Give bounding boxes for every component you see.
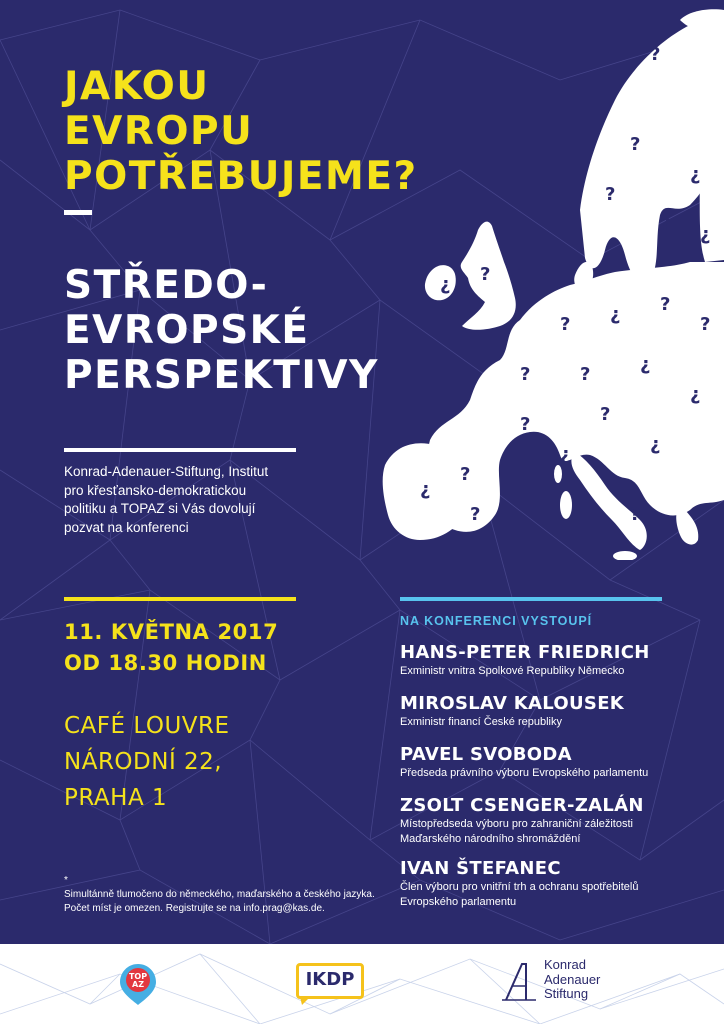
speaker-name: IVAN ŠTEFANEC: [400, 858, 561, 879]
speaker-role: Předseda právního výboru Evropského parlamentu: [400, 767, 649, 779]
svg-text:¿: ¿: [640, 354, 651, 375]
title-line: JAKOU: [64, 64, 210, 109]
svg-text:?: ?: [560, 314, 571, 335]
speaker-role: Místopředseda výboru pro zahraniční záležitosti: [400, 818, 633, 830]
subtitle-line: EVROPSKÉ: [64, 308, 310, 353]
svg-text:?: ?: [520, 364, 531, 385]
svg-text:?: ?: [480, 264, 491, 285]
speaker-item: [400, 858, 700, 909]
topaz-logo-text: TOP: [128, 972, 148, 981]
svg-text:¿: ¿: [440, 274, 451, 295]
speaker-role: Evropského parlamentu: [400, 896, 517, 908]
subtitle-line: STŘEDO-: [64, 263, 269, 308]
intro-line: pro křesťansko-demokratickou: [64, 482, 247, 498]
intro-line: politiku a TOPAZ si Vás dovolují: [64, 501, 256, 516]
kdp-logo[interactable]: [296, 963, 364, 999]
speaker-role: Maďarského národního shromáždění: [400, 833, 581, 845]
intro-line: pozvat na konferenci: [64, 519, 189, 535]
subtitle-line: PERSPEKTIVY: [64, 353, 379, 398]
title-line: EVROPU: [64, 109, 254, 154]
svg-text:?: ?: [470, 504, 481, 525]
venue-line: CAFÉ LOUVRE: [64, 713, 230, 739]
footnote-asterisk: *: [64, 875, 68, 886]
kas-monogram-logo-icon[interactable]: [500, 958, 538, 1004]
svg-text:¿: ¿: [560, 444, 571, 465]
speaker-item: [400, 693, 700, 729]
svg-text:?: ?: [700, 314, 711, 335]
svg-text:?: ?: [580, 364, 591, 385]
title-line: POTŘEBUJEME?: [64, 154, 418, 199]
event-date: 11. KVĚTNA 2017: [64, 620, 279, 644]
kas-logo-line: Konrad: [544, 957, 586, 972]
speaker-role: Člen výboru pro vnitřní trh a ochranu spotřebitelů: [400, 881, 639, 893]
svg-text:?: ?: [660, 214, 671, 235]
svg-text:?: ?: [660, 294, 671, 315]
kas-logo-line: Stiftung: [544, 986, 589, 1001]
venue-line: NÁRODNÍ 22,: [64, 749, 223, 775]
svg-text:¿: ¿: [650, 434, 661, 455]
topaz-pin-logo-icon[interactable]: [118, 962, 158, 1006]
speaker-name: HANS-PETER FRIEDRICH: [400, 642, 650, 663]
svg-text:¿: ¿: [690, 164, 701, 185]
svg-text:?: ?: [520, 414, 531, 435]
subtitle: [64, 263, 394, 398]
footnote-line: Simultánně tlumočeno do německého, maďarského a českého jazyka.: [64, 889, 375, 900]
speaker-name: PAVEL SVOBODA: [400, 744, 572, 765]
speaker-item: [400, 642, 700, 678]
venue-line: PRAHA 1: [64, 785, 168, 811]
svg-text:?: ?: [460, 464, 471, 485]
footer-logos: [0, 944, 724, 1024]
speaker-name: MIROSLAV KALOUSEK: [400, 693, 625, 714]
speaker-name: ZSOLT CSENGER-ZALÁN: [400, 795, 644, 816]
topaz-logo-text: AZ: [132, 980, 144, 989]
intro-line: Konrad-Adenauer-Stiftung, Institut: [64, 464, 269, 479]
footnote-line: Počet míst je omezen. Registrujte se na info.prag@kas.de.: [64, 903, 325, 914]
title-dash: [64, 210, 92, 215]
kas-logo-text[interactable]: [544, 958, 664, 1002]
svg-text:?: ?: [650, 44, 661, 65]
svg-text:¿: ¿: [420, 479, 431, 500]
footnote: [64, 874, 375, 916]
intro-text: [64, 463, 304, 537]
svg-text:?: ?: [605, 184, 616, 205]
speaker-item: [400, 795, 700, 846]
kas-logo-line: Adenauer: [544, 971, 601, 987]
speaker-item: [400, 744, 700, 780]
svg-text:?: ?: [630, 504, 641, 525]
svg-text:¿: ¿: [700, 224, 711, 245]
svg-text:¿: ¿: [690, 384, 701, 405]
divider-blue: [400, 597, 662, 601]
divider-yellow: [64, 597, 296, 601]
kdp-bubble-tail-icon: [300, 997, 312, 1005]
svg-text:¿: ¿: [610, 304, 621, 325]
svg-text:?: ?: [600, 404, 611, 425]
main-title: [64, 64, 418, 199]
kdp-logo-text: IKDP: [305, 969, 355, 990]
divider-white: [64, 448, 296, 452]
svg-text:?: ?: [630, 134, 641, 155]
speaker-role: Exministr financí České republiky: [400, 716, 563, 728]
event-time: OD 18.30 HODIN: [64, 651, 267, 675]
europe-map-question-marks-icon: [370, 0, 724, 560]
speakers-heading: NA KONFERENCI VYSTOUPÍ: [400, 614, 593, 628]
speaker-role: Exministr vnitra Spolkové Republiky Německo: [400, 665, 625, 677]
